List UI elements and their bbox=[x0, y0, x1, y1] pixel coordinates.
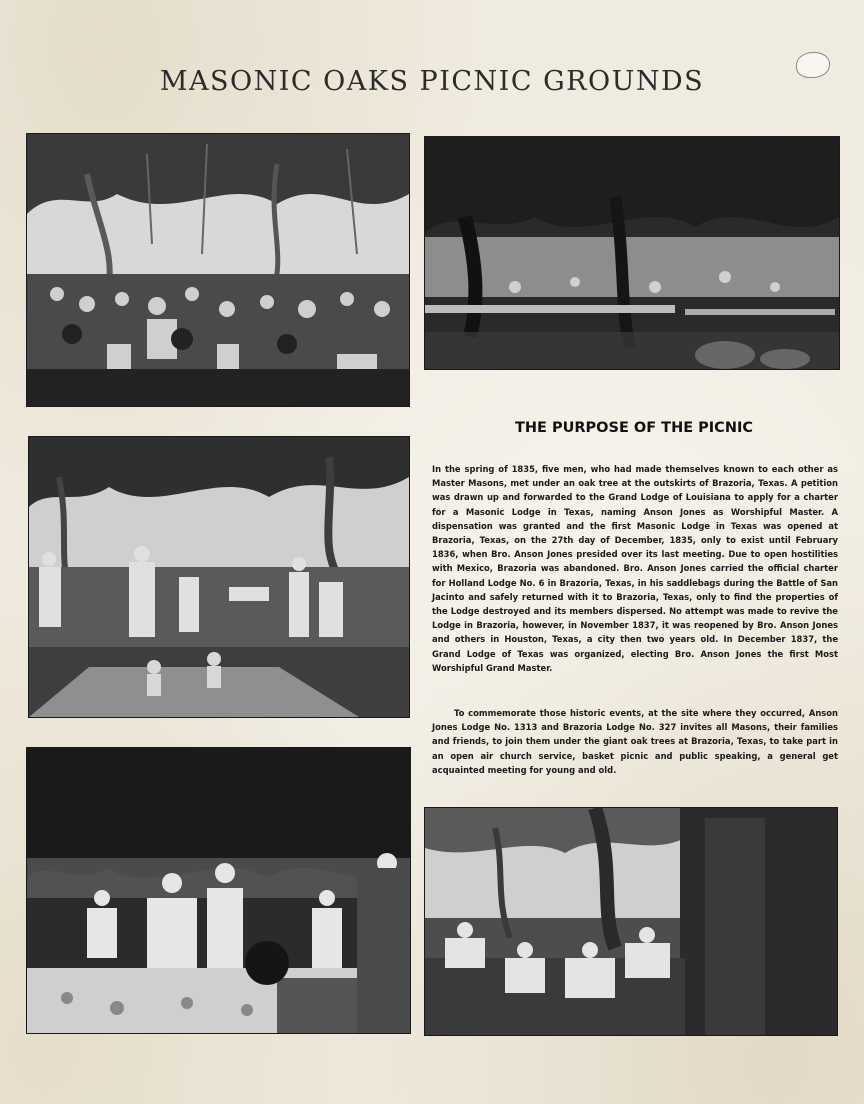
page-title: MASONIC OAKS PICNIC GROUNDS bbox=[159, 66, 705, 97]
photo-picnic-tables-shade bbox=[424, 136, 840, 370]
article-paragraph-invitation: To commemorate those historic events, at the site where they occurred, Anson Jones Lodge No. 1313 and Brazoria Lodge No. 327 invites all Masons, their families and friends, to join them under the giant oak trees at Brazoria, Texas, to take part in an open air church service, basket picnic and public speaking, a general get acquainted meeting for young and old. bbox=[432, 708, 838, 775]
photo-diners-at-tables bbox=[26, 747, 411, 1034]
photo-seated-group-by-trunk bbox=[424, 807, 838, 1036]
article-paragraph-history: In the spring of 1835, five men, who had made themselves known to each other as Master Masons, met under an oak tree at the outskirts of Brazoria, Texas. A petition was drawn up and forwarded to the Grand Lodge of Louisiana to apply for a charter for a Masonic Lodge in Texas, naming Anson Jones as Worshipful Master. A dispensation was granted and the first Masonic Lodge in Texas was opened at Brazoria, Texas, on the 27th day of December, 1835, only to exist until February 1836, when Bro. Anson Jones presided over its last meeting. Due to open hostilities with Mexico, Brazoria was abandoned. Bro. Anson Jones carried the official charter for Holland Lodge No. 6 in Brazoria, Texas, in his saddlebags during the Battle of San Jacinto and safely returned with it to Brazoria, Texas, only to find the properties of the Lodge destroyed and its members dispersed. No attempt was made to revive the Lodge in Brazoria, however, in November 1837, it was reopened by Bro. Anson Jones and others in Houston, Texas, a city then two years old. In December 1837, the Grand Lodge of Texas was organized, electing Bro. Anson Jones the first Most Worshipful Grand Master. bbox=[432, 464, 838, 673]
article-heading: THE PURPOSE OF THE PICNIC bbox=[515, 420, 753, 436]
photo-crowd-under-oaks bbox=[26, 133, 410, 407]
punch-hole bbox=[796, 52, 830, 78]
photo-gathering-with-children bbox=[28, 436, 410, 718]
